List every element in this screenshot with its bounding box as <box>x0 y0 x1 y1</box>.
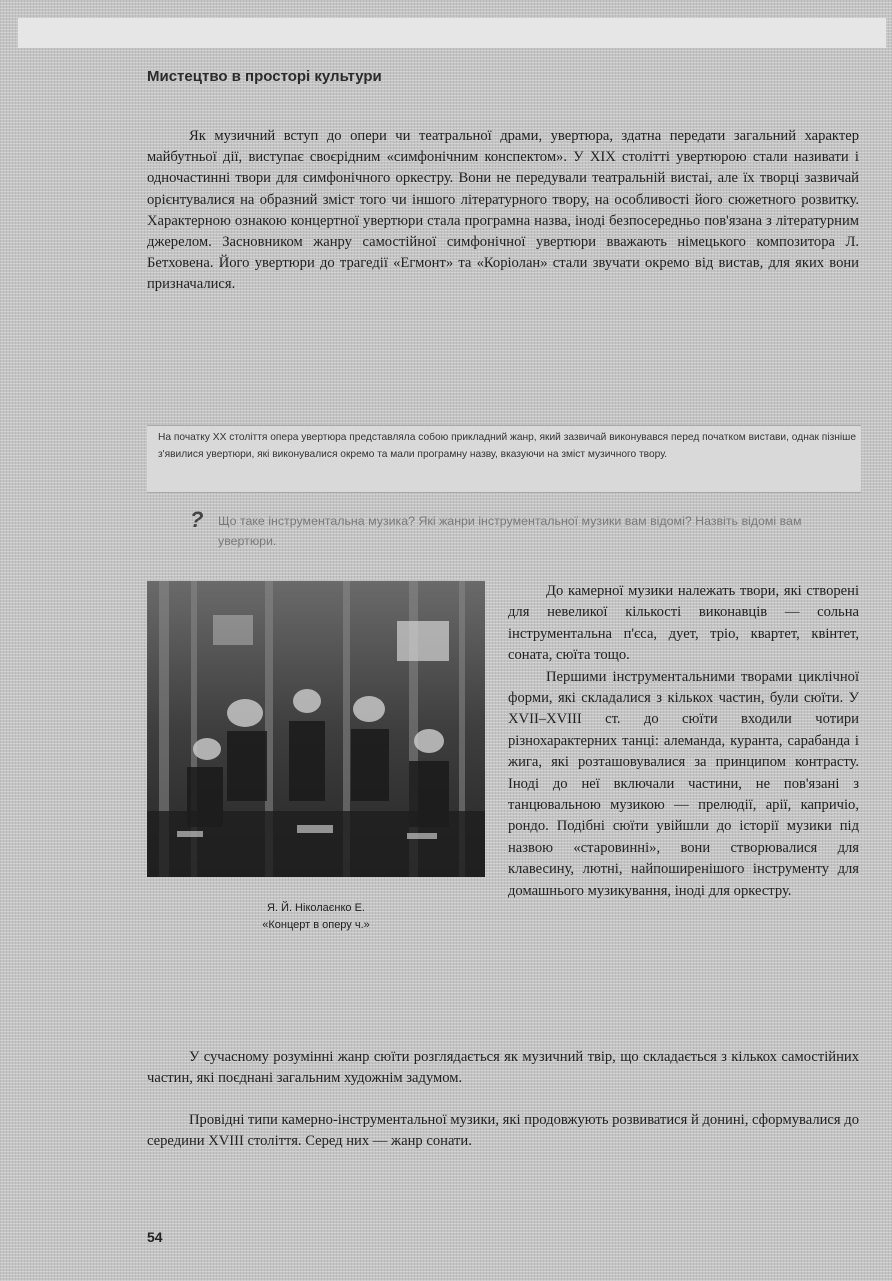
side-column <box>508 581 859 902</box>
running-title: Мистецтво в просторі культури <box>147 68 382 85</box>
body-paragraph-intro: Як музичний вступ до опери чи театральної драми, увертюра, здатна передати загальний характер майбутньої дії, виступає своєрідним «симфонічним конспектом». У XIX столітті увертюрою стали називати і одночастинні твори для симфонічного оркестру. Вони не передували театральній вистаі, але їх творці зазвичай орієнтувалися на образний зміст того чи іншого літературного твору, на особливості його сюжетного розвитку. Характерною ознакою концертної увертюри стала програмна назва, іноді безпосередньо пов'язана з літературним джерелом. Засновником жанру самостійної симфонічної увертюри вважають німецького композитора Л. Бетховена. Його увертюри до трагедії «Егмонт» та «Коріолан» стали звучати окремо від вистав, для яких вони призначалися. <box>147 128 859 293</box>
concert-illustration <box>147 581 485 877</box>
side-paragraph-chamber-music: До камерної музики належать твори, які створені для невеликої кількості виконавців — сольна інструментальна п'єса, дует, тріо, квартет, квінтет, соната, сюїта тощо. <box>508 583 859 664</box>
note-text: На початку XX століття опера увертюра представляла собою прикладний жанр, який зазвичай виконувався перед початком вистави, однак пізніше з'явилися увертюри, які виконувалися окремо та мали програмну назву, вказуючи на зміст музичного твору. <box>158 432 856 460</box>
body-paragraph-suite-modern: У сучасному розумінні жанр сюїти розглядається як музичний твір, що складається з кількох самостійних частин, які поєднані загальним художнім задумом. <box>147 1049 859 1087</box>
question-text: Що таке інструментальна музика? Які жанри інструментальної музики вам відомі? Назвіть відомі вам увертюри. <box>218 514 802 548</box>
figure-caption <box>147 900 485 934</box>
question-icon: ? <box>190 507 204 532</box>
body-paragraph-sonata: Провідні типи камерно-інструментальної музики, які продовжують розвиватися й донині, сформувалися до середини XVIII століття. Серед них — жанр сонати. <box>147 1112 859 1150</box>
caption-line-1: Я. Й. Ніколаєнко Е. <box>266 902 365 914</box>
illustration-image <box>147 581 485 877</box>
header-band <box>18 18 886 48</box>
page-number: 54 <box>147 1229 163 1245</box>
side-paragraph-suites: Першими інструментальними творами циклічної форми, які складалися з кількох частин, були сюїти. У XVII–XVIII ст. до сюїти входили чотири різнохарактерних танці: алеманда, куранта, сарабанда і жига, які розташовувалися за принципом контрасту. Іноді до неї включали частини, не пов'язані з танцювальною музикою — прелюдії, арії, капричіо, рондо. Подібні сюїти увійшли до історії музики під назвою «старовинні», вони створювалися для клавесину, лютні, найпоширенішого інструменту для домашнього музикування, іноді для оркестру. <box>508 668 859 899</box>
caption-line-2: «Концерт в оперу ч.» <box>262 919 370 931</box>
